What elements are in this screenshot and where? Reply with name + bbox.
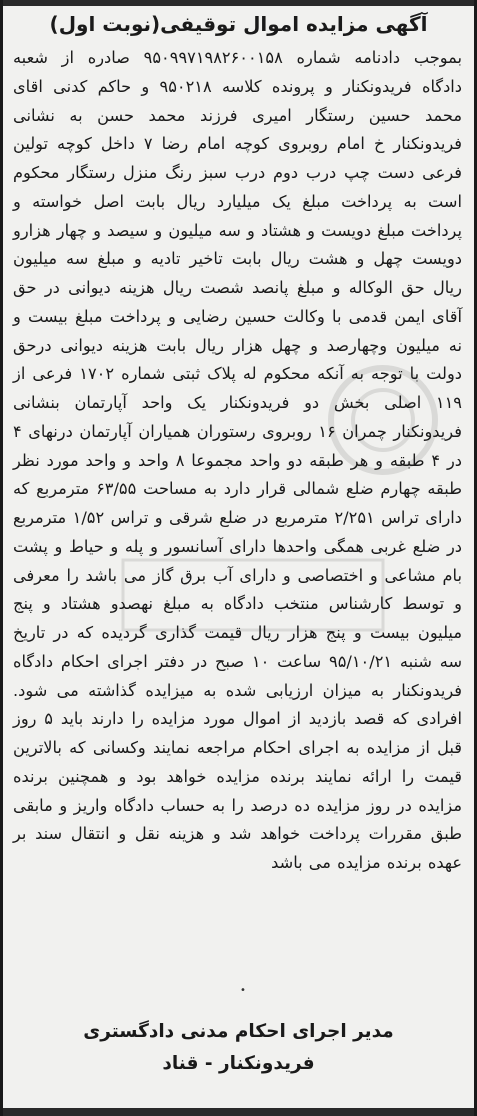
notice-title: آگهی مزایده اموال توقیفی(نوبت اول) [49, 12, 428, 36]
top-border [3, 0, 474, 6]
signature-title: مدیر اجرای احکام مدنی دادگستری [83, 1021, 394, 1042]
dot-mark: • [240, 985, 246, 996]
bottom-border [3, 1108, 474, 1116]
notice-body: بموجب دادنامه شماره ۹۵۰۹۹۷۱۹۸۲۶۰۰۱۵۸ صادره از شعبه دادگاه فریدونکنار و پرونده کلاسه ۹۵۰۲۱۸ و حاکم کدنی اقای محمد حسین رستگار امیری فرزند محمد حسن به نشانی فریدونکنار خ امام روبروی کوچه امام رضا ۷ داخل کوچه تولین فرعی دست چپ درب دوم درب سبز رنگ منزل رستگار محکوم است به پرداخت مبلغ یک میلیارد ریال بابت اصل خواسته و پرداخت مبلغ دویست و هشتاد و سه میلیون و سیصد و چهار هزارو دویست چهل و هشت ریال بابت تاخیر تادیه و مبلغ سه میلیون ریال حق الوکاله و مبلغ پانصد شصت ریال هزینه دیوانی در حق آقای ایمن قدمی با وکالت حسین رضایی و پرداخت مبلغ بیست و نه میلیون وچهارصد و چهل هزار ریال بابت هزینه دیوانی درحق دولت با توجه به آنکه محکوم له پلاک ثبتی شماره ۱۷۰۲ فرعی از ۱۱۹ اصلی بخش دو فریدونکنار یک واحد آپارتمان بنشانی فریدونکنار چمران ۱۶ روبروی رستوران همیاران آپارتمان درنهای ۴ در ۴ طبقه و هر طبقه دو واحد مجموعا ۸ واحد و واحد مورد نظر طبقه چهارم ضلع شمالی قرار دارد به مساحت ۶۳/۵۵ مترمربع که دارای تراس ۲/۲۵۱ مترمربع در ضلع شرقی و تراس ۱/۵۲ مترمربع در ضلع غربی همگی واحدها دارای آسانسور و پله و حیاط و پشت بام مشاعی و اختصاصی و دارای آب برق گاز می باشد را معرفی و توسط کارشناس منتخب دادگاه به مبلغ نهصدو هشتاد و پنج میلیون بیست و پنج هزار ریال قیمت گذاری گردیده که در تاریخ سه شنبه ۹۵/۱۰/۲۱ ساعت ۱۰ صبح در دفتر اجرای احکام دادگاه فریدونکنار به میزان ارزیابی شده به میزایده گذاشته می شود. افرادی که قصد بازدید از اموال مورد مزایده را دارند باید ۵ روز قبل از مزایده به اجرای احکام مراجعه نمایند وکسانی که بالاترین قیمت را ارائه نمایند برنده مزایده خواهد بود و همچنین برنده مزایده در روز مزایده ده درصد را به حساب دادگاه واریز و مابقی طبق مقررات پرداخت خواهد شد و هزینه نقل و انتقال سند بر عهده برنده مزایده می باشد [13, 48, 463, 872]
signature-location: فریدونکنار - قناد [162, 1053, 315, 1074]
signature-block [3, 1016, 474, 1080]
